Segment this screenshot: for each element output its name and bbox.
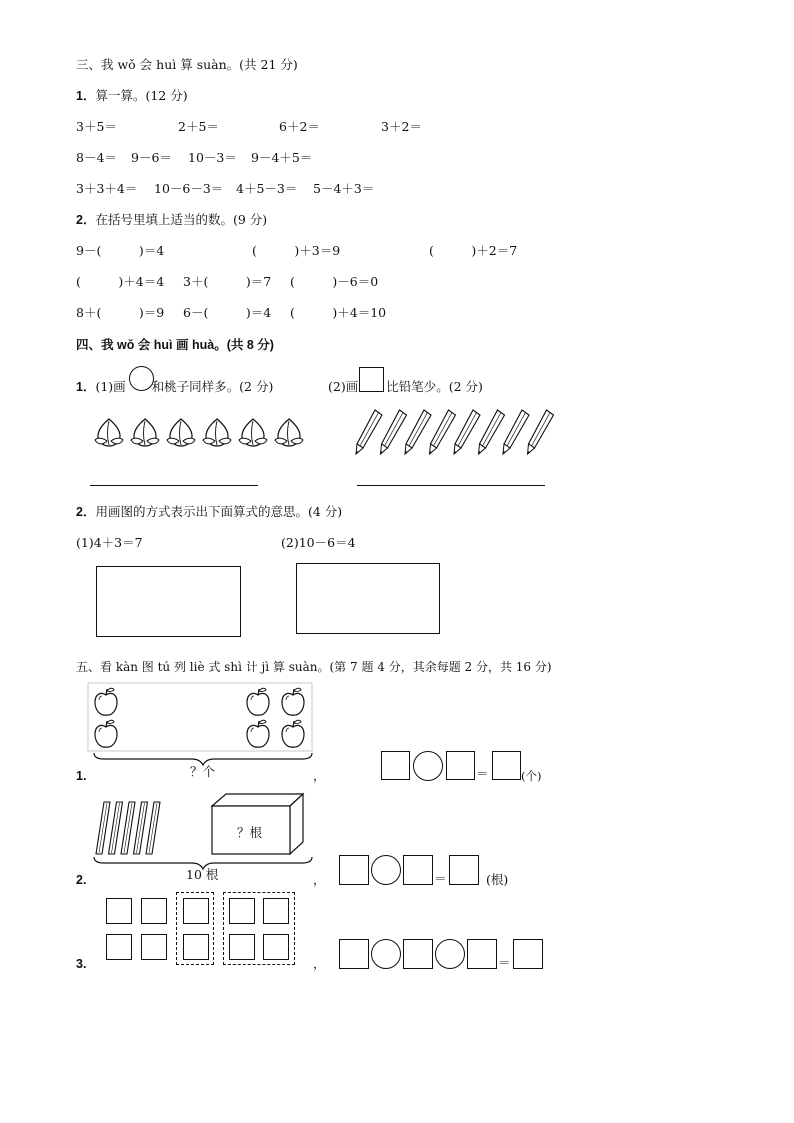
answer-box[interactable] xyxy=(339,939,369,969)
pencil-icon xyxy=(454,410,480,454)
apple-icon xyxy=(282,720,304,747)
pencil-icon xyxy=(503,410,529,454)
part-a-text: 和桃子同样多。(2 分) xyxy=(151,379,274,394)
s4-question-1-b xyxy=(328,379,483,395)
arith-item: 8－4＝ xyxy=(76,150,117,165)
arith-item: 9－6＝ xyxy=(131,150,172,165)
answer-line xyxy=(357,485,545,486)
apple-icon xyxy=(282,688,304,715)
answer-box[interactable] xyxy=(381,751,410,780)
square-icon xyxy=(229,934,255,960)
pencil-icon xyxy=(528,410,554,454)
question-text: 算一算。(12 分) xyxy=(95,88,188,103)
peach-icon xyxy=(275,419,303,446)
equals-sign: ＝ xyxy=(476,766,489,781)
stick-bundle xyxy=(95,800,165,860)
equals-sign: ＝ xyxy=(498,955,511,970)
fill-item: 8＋( )＝9 xyxy=(76,305,165,320)
apple-icon xyxy=(95,688,117,715)
s4-question-2-line xyxy=(76,504,342,520)
square-icon xyxy=(229,898,255,924)
answer-box[interactable] xyxy=(513,939,543,969)
problem-number: 3. xyxy=(76,957,87,971)
apple-icon xyxy=(247,720,269,747)
comma: ， xyxy=(313,956,326,971)
answer-line xyxy=(90,485,258,486)
square-icon xyxy=(141,934,167,960)
peach-icon xyxy=(239,419,267,446)
question-number: 1． xyxy=(76,380,96,394)
unit-label: (个) xyxy=(521,769,542,783)
arith-item: 3＋3＋4＝ xyxy=(76,181,138,196)
square-icon xyxy=(263,898,289,924)
box-icon xyxy=(210,792,306,856)
pencil-icon xyxy=(356,410,382,454)
operator-circle[interactable] xyxy=(371,939,401,969)
apple-frame xyxy=(88,683,312,751)
question-text: 用画图的方式表示出下面算式的意思。(4 分) xyxy=(95,504,343,519)
circle-shape-icon xyxy=(129,366,154,391)
part-a-prefix: (1)画 xyxy=(95,379,126,394)
fill-item: ( )＋2＝7 xyxy=(429,243,518,258)
fill-item: 3＋( )＝7 xyxy=(183,274,272,289)
peach-icon xyxy=(131,419,159,446)
section-3-title: 三、我 wǒ 会 huì 算 suàn。(共 21 分) xyxy=(76,57,298,72)
apple-icon xyxy=(95,720,117,747)
arith-item: 3＋2＝ xyxy=(381,119,422,134)
brace-label: ？个 xyxy=(190,764,216,779)
operator-circle[interactable] xyxy=(413,751,443,781)
comma: ， xyxy=(313,872,326,887)
apple-group xyxy=(88,683,316,753)
pencil-icon xyxy=(430,410,456,454)
answer-box[interactable] xyxy=(446,751,475,780)
arith-item: 2＋5＝ xyxy=(178,119,219,134)
arith-item: 9－4＋5＝ xyxy=(251,150,313,165)
sub-question-b: (2)10－6＝4 xyxy=(281,535,356,550)
section-4-title: 四、我 wǒ 会 huì 画 huà。(共 8 分) xyxy=(76,338,274,352)
fill-item: ( )＋4＝4 xyxy=(76,274,165,289)
answer-box[interactable] xyxy=(339,855,369,885)
answer-box[interactable] xyxy=(403,939,433,969)
fill-item: ( )＋4＝10 xyxy=(290,305,387,320)
square-icon xyxy=(183,898,209,924)
unit-label: (根) xyxy=(486,872,509,887)
part-b-text: 比铅笔少。(2 分) xyxy=(386,379,483,394)
pencil-icon xyxy=(479,410,505,454)
part-b-prefix: (2)画 xyxy=(328,379,359,394)
answer-box[interactable] xyxy=(467,939,497,969)
question-1-line xyxy=(76,88,188,104)
section-5-title: 五、看 kàn 图 tú 列 liè 式 shì 计 jì 算 suàn。(第 7 题 4 分，其余每题 2 分，共 16 分) xyxy=(76,660,552,674)
arith-item: 4＋5－3＝ xyxy=(236,181,298,196)
question-text: 在括号里填上适当的数。(9 分) xyxy=(95,212,268,227)
arith-item: 3＋5＝ xyxy=(76,119,117,134)
peach-row xyxy=(95,415,315,449)
arith-item: 6＋2＝ xyxy=(279,119,320,134)
square-icon xyxy=(263,934,289,960)
arith-item: 5－4＋3＝ xyxy=(313,181,375,196)
fill-item: 9－( )＝4 xyxy=(76,243,165,258)
operator-circle[interactable] xyxy=(435,939,465,969)
operator-circle[interactable] xyxy=(371,855,401,885)
answer-box[interactable] xyxy=(492,751,521,780)
apple-icon xyxy=(247,688,269,715)
arith-item: 10－3＝ xyxy=(188,150,237,165)
peach-icon xyxy=(95,419,123,446)
drawing-box xyxy=(96,566,241,637)
square-shape-icon xyxy=(359,367,384,392)
peach-icon xyxy=(167,419,195,446)
peach-icon xyxy=(203,419,231,446)
brace-label: 10 根 xyxy=(186,867,219,882)
fill-item: ( )－6＝0 xyxy=(290,274,379,289)
square-icon xyxy=(141,898,167,924)
problem-number: 1. xyxy=(76,769,87,783)
question-number: 2． xyxy=(76,505,96,519)
box-label: ？根 xyxy=(237,825,263,840)
fill-item: ( )＋3＝9 xyxy=(252,243,341,258)
pencil-row xyxy=(355,410,565,456)
square-icon xyxy=(106,934,132,960)
square-icon xyxy=(106,898,132,924)
pencil-icon xyxy=(381,410,407,454)
question-number: 1． xyxy=(76,89,96,103)
square-icon xyxy=(183,934,209,960)
sub-question-a: (1)4＋3＝7 xyxy=(76,535,143,550)
s4-question-1-a xyxy=(76,379,273,395)
question-number: 2． xyxy=(76,213,96,227)
answer-box[interactable] xyxy=(403,855,433,885)
fill-item: 6－( )＝4 xyxy=(183,305,272,320)
pencil-icon xyxy=(405,410,431,454)
answer-box[interactable] xyxy=(449,855,479,885)
drawing-box xyxy=(296,563,440,634)
arith-item: 10－6－3＝ xyxy=(154,181,224,196)
question-2-line xyxy=(76,212,267,228)
comma: ， xyxy=(313,768,326,783)
equals-sign: ＝ xyxy=(434,871,447,886)
problem-number: 2. xyxy=(76,873,87,887)
